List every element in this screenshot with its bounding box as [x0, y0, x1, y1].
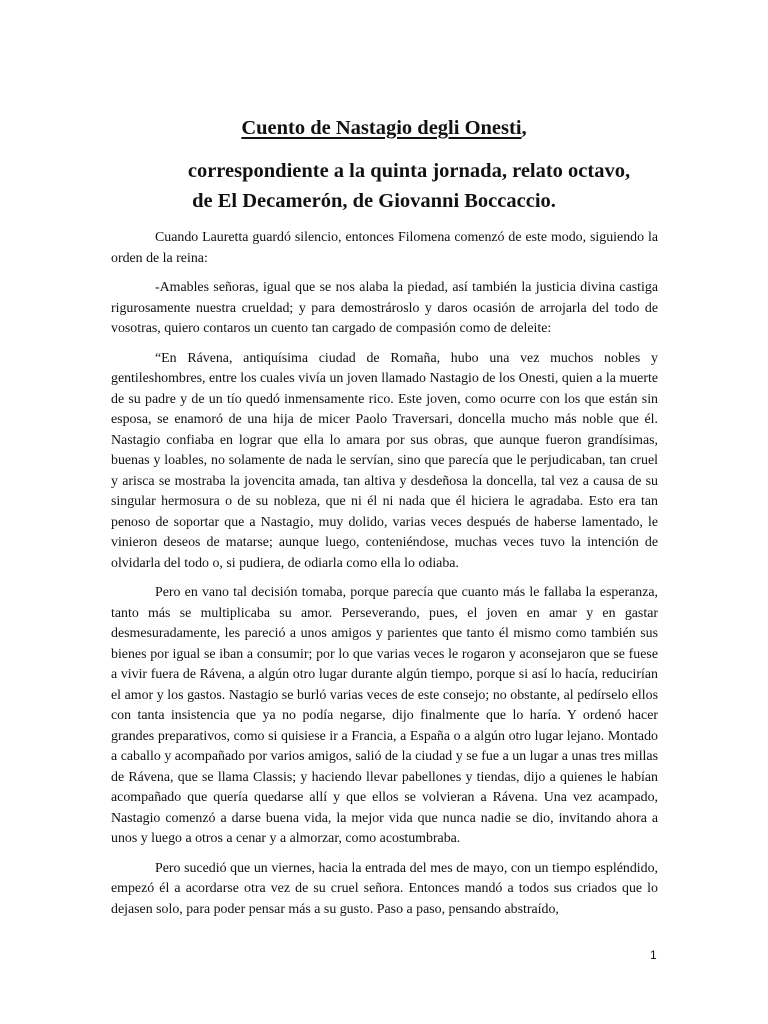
title-comma: , [521, 117, 527, 139]
subtitle-line-1: correspondiente a la quinta jornada, relato octavo, [187, 160, 631, 182]
paragraph: “En Rávena, antiquísima ciudad de Romaña, hubo una vez muchos nobles y gentileshombres, entre los cuales vivía un joven llamado Nastagio de los Onesti, quien a la muerte de su padre y de un tío quedó inmensamente rico. Este joven, como ocurre con los que están sin esposa, se enamoró de una hija de micer Paolo Traversari, doncella mucho más noble que él. Nastagio confiaba en lograr que ella lo amara por sus obras, que aunque fueron grandísimas, buenas y loables, no solamente de nada le servían, sino que parecía que le perjudicaban, tan cruel y arisca se mostraba la jovencita amada, tan altiva y desdeñosa la doncella, tal vez a causa de su singular hermosura o de su nobleza, que ni él ni nada que él hiciera le agradaba. Esto era tan penoso de soportar que a Nastagio, muy dolido, varias veces después de haberse lamentado, le vinieron deseos de matarse; aunque luego, conteniéndose, muchas veces tuvo la intención de olvidarla del todo o, si pudiera, de odiarla como ella lo odiaba. [111, 350, 658, 571]
paragraph: Pero sucedió que un viernes, hacia la entrada del mes de mayo, con un tiempo espléndido, empezó él a acordarse otra vez de su cruel señora. Entonces mandó a todos sus criados que lo dejasen solo, para poder pensar más a su gusto. Paso a paso, pensando abstraído, [111, 860, 658, 917]
title-text: Cuento de Nastagio degli Onesti [241, 117, 522, 139]
document-body [111, 228, 658, 929]
paragraph: Cuando Lauretta guardó silencio, entonces Filomena comenzó de este modo, siguiendo la orden de la reina: [111, 230, 658, 266]
paragraph: -Amables señoras, igual que se nos alaba la piedad, así también la justicia divina castiga rigurosamente nuestra crueldad; y para demostrároslo y daros ocasión de arrojarla del todo de vosotras, quiero contaros un cuento tan cargado de compasión como de deleite: [111, 280, 658, 336]
subtitle-line-2: de El Decamerón, de Giovanni Boccaccio. [192, 190, 556, 212]
document-title [0, 114, 768, 142]
page-number: 1 [650, 948, 657, 962]
paragraph: Pero en vano tal decisión tomaba, porque parecía que cuanto más le fallaba la esperanza, tanto más se multiplicaba su amor. Perseverando, pues, el joven en amar y en gastar desmesuradamente, les pareció a unos amigos y parientes que tanto él mismo como también sus bienes por igual se iban a consumir; por lo que varias veces le rogaron y aconsejaron que se fuese a vivir fuera de Rávena, a algún otro lugar durante algún tiempo, porque si así lo hacía, reducirían el amor y los gastos. Nastagio se burló varias veces de este consejo; no obstante, al pedírselo ellos con tanta insistencia que ya no podía negarse, dijo finalmente que lo haría. Y ordenó hacer grandes preparativos, como si quisiese ir a Francia, a España o a algún otro lugar lejano. Montado a caballo y acompañado por varios amigos, salió de la ciudad y se fue a un lugar a unas tres millas de Rávena, que se llama Classis; y haciendo llevar pabellones y tiendas, dijo a quienes le habían acompañado que quería quedarse allí y que ellos se volvieran a Rávena. Una vez acampado, Nastagio comenzó a darse buena vida, la mejor vida que nunca nadie se dio, invitando ahora a unos y luego a otros a cenar y a almorzar, como acostumbraba. [111, 585, 658, 846]
